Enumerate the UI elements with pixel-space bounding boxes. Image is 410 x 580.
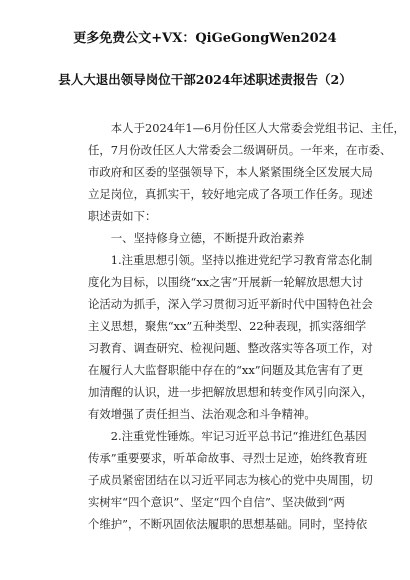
body-line: 有效增强了责任担当、法治观念和斗争精神。 [88,407,316,421]
body-line: 市政府和区委的坚强领导下，本人紧紧围绕全区发展大局 [88,165,373,179]
body-line: 子成员紧密团结在以习近平同志为核心的党中央周围，切 [88,473,373,487]
body-line: 2.注重党性锤炼。牢记习近平总书记“推进红色基因 [88,429,367,443]
body-line: 实树牢“四个意识”、坚定“四个自信”、坚决做到“两 [88,495,345,509]
body-line: 主义思想，聚焦“xx”五种类型、22种表现，抓实落细学 [88,319,367,333]
body-line: 习教育、调查研究、检视问题、整改落实等各项工作，对 [88,341,373,355]
body-line: 论活动为抓手，深入学习贯彻习近平新时代中国特色社会 [88,297,373,311]
document-body [88,117,405,535]
body-line: 职述责如下： [88,209,157,223]
body-line: 加清醒的认识，进一步把解放思想和转变作风引向深入， [88,385,373,399]
body-line: 立足岗位，真抓实干，较好地完成了各项工作任务。现述 [88,187,373,201]
body-line: 本人于2024年1—6月份任区人大常委会党组书记、主任， [88,121,405,135]
body-line: 任，7月份改任区人大常委会二级调研员。一年来，在市委、 [88,143,392,157]
body-line: 传承”重要要求，听革命故事、寻烈士足迹，始终教育班 [88,451,368,465]
body-line: 在履行人大监督职能中存在的“xx”问题及其危害有了更 [88,363,364,377]
document-title: 县人大退出领导岗位干部2024年述职述责报告（2） [58,72,352,87]
promo-header: 更多免费公文+VX：QiGeGongWen2024 [73,31,337,46]
body-line: 度化为目标，以围绕“xx之害”开展新一轮解放思想大讨 [88,275,364,289]
body-line: 个维护”，不断巩固依法履职的思想基础。同时，坚持依 [88,517,368,531]
section-heading: 一、坚持修身立德，不断提升政治素养 [88,231,305,245]
body-line: 1.注重思想引领。坚持以推进党纪学习教育常态化制 [88,253,373,267]
